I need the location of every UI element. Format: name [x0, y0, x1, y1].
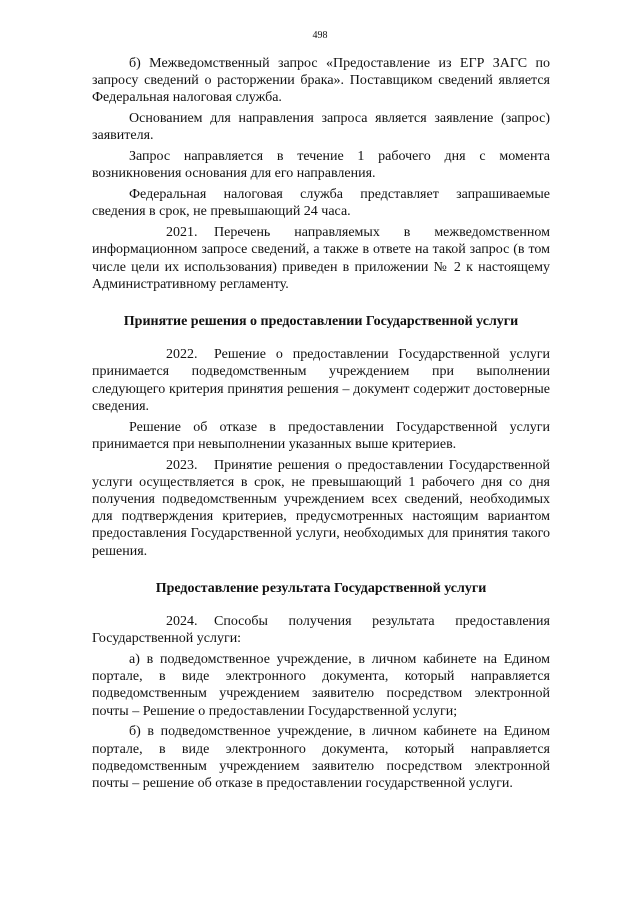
list-item: а) в подведомственное учреждение, в личном кабинете на Едином портале, в виде электронного документа, который направляется подведомственным учреждением заявителю посредством электронной почты – Решение о предоставлении Государственной услуги; — [92, 652, 550, 719]
clause-number: 2022. — [166, 347, 198, 363]
clause-number: 2021. — [166, 225, 198, 241]
clause-2022 — [92, 346, 550, 415]
paragraph-interagency-request: б) Межведомственный запрос «Предоставление из ЕГР ЗАГС по запросу сведений о расторжении брака». Поставщиком сведений является Федеральная налоговая служба. — [92, 56, 550, 106]
paragraph-request-basis: Основанием для направления запроса является заявление (запрос) заявителя. — [92, 111, 550, 144]
clause-number: 2024. — [166, 614, 198, 630]
clause-2023 — [92, 457, 550, 560]
document-body — [92, 55, 550, 796]
clause-text: Способы получения результата предоставления Государственной услуги: — [92, 614, 550, 647]
section-heading-decision: Принятие решения о предоставлении Государственной услуги — [123, 314, 519, 330]
clause-text: Решение о предоставлении Государственной услуги принимается подведомственным учреждением при выполнении следующего критерия принятия решения – документ содержит достоверные сведения. — [92, 347, 550, 414]
paragraph-response-timing: Федеральная налоговая служба представляет запрашиваемые сведения в срок, не превышающий 24 часа. — [92, 187, 550, 220]
clause-2021 — [92, 224, 550, 293]
clause-number: 2023. — [166, 457, 198, 473]
clause-text: Принятие решения о предоставлении Государственной услуги осуществляется в срок, не превышающий 1 рабочего дня со дня получения подведомственным учреждением всех сведений, необходимых для подтверждения критериев, предусмотренных настоящим вариантом предоставления Государственной услуги, необходимых для принятия такого решения. — [92, 457, 550, 559]
list-item: б) в подведомственное учреждение, в личном кабинете на Едином портале, в виде электронного документа, который направляется подведомственным учреждением заявителю посредством электронной почты – решение об отказе в предоставлении государственной услуги. — [92, 724, 550, 792]
page-number: 498 — [312, 30, 328, 41]
section-heading-result: Предоставление результата Государственной услуги — [155, 580, 487, 596]
paragraph-request-timing: Запрос направляется в течение 1 рабочего дня с момента возникновения основания для его направления. — [92, 149, 550, 182]
clause-2024 — [92, 613, 550, 647]
clause-text: Перечень направляемых в межведомственном информационном запросе сведений, а также в ответе на такой запрос (в том числе цели их использования) приведен в приложении № 2 к настоящему Административному регламенту. — [92, 225, 550, 292]
paragraph-refusal: Решение об отказе в предоставлении Государственной услуги принимается при невыполнении указанных выше критериев. — [92, 419, 550, 452]
